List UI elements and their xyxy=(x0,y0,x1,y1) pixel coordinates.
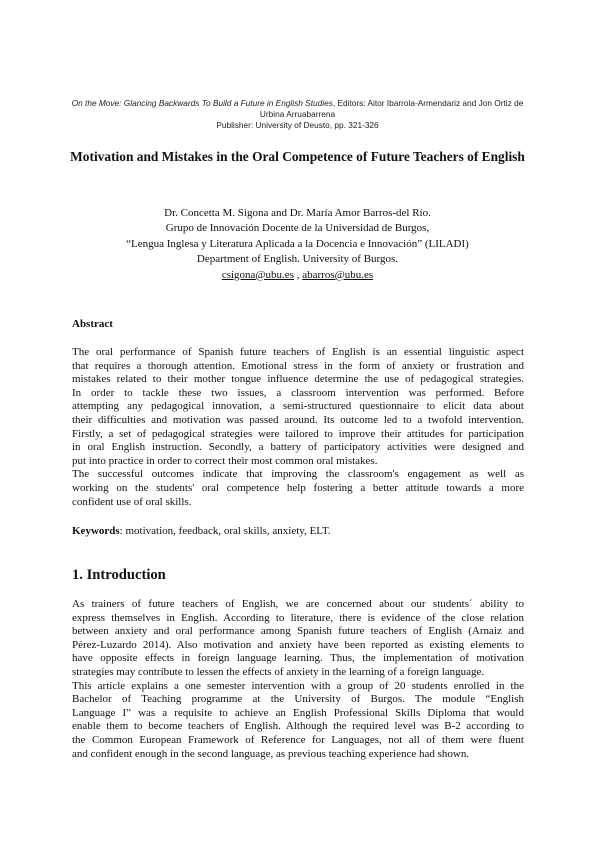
paper-title: Motivation and Mistakes in the Oral Competence of Future Teachers of English xyxy=(70,149,525,164)
email-link-barros[interactable]: abarros@ubu.es xyxy=(302,268,374,281)
intro-line: strategies may contribute to lessen the effects of anxiety in the learning of a foreign language. xyxy=(72,665,485,678)
intro-line: express themselves in English. According to literature, there is evidence of the close relation xyxy=(72,611,524,624)
section-heading-introduction: 1. Introduction xyxy=(72,567,166,583)
intro-line: This article explains a one semester intervention with a group of 20 students enrolled in the xyxy=(72,679,524,692)
intro-line: enable them to become teachers of English. Although the required level was B-2 according to xyxy=(72,720,524,733)
keywords-text: : motivation, feedback, oral skills, anxiety, ELT. xyxy=(119,525,331,537)
intro-line: between anxiety and oral performance among Spanish future teachers of English (Arnaiz and xyxy=(72,625,524,638)
abstract-line: Firstly, a set of pedagogical strategies were tailored to improve their attitudes for participation xyxy=(72,427,524,440)
book-title: On the Move: Glancing Backwards To Build a Future in English Studies xyxy=(71,98,333,108)
abstract-line: working on the students' oral competence help fostering a better attitude towards a more xyxy=(72,481,524,494)
email-line xyxy=(60,268,535,283)
abstract-line: their difficulties and motivation was passed around. Its outcome led to a twofold intervention. xyxy=(72,413,524,426)
abstract-line: put into practice in order to correct their most common oral mistakes. xyxy=(72,454,378,467)
abstract-line: The successful outcomes indicate that improving the classroom's engagement as well as xyxy=(72,468,524,481)
abstract-line: attempting any pedagogical innovation, a semi-structured questionnaire to elicit data about xyxy=(72,400,524,413)
publisher: Publisher: University of Deusto, pp. 321-326 xyxy=(216,120,379,130)
email-link-sigona[interactable]: csigona@ubu.es xyxy=(221,268,294,281)
intro-line: Bachelor of Teaching programme at the University of Burgos. The module “English xyxy=(72,693,524,706)
introduction-body xyxy=(72,598,524,761)
authors: Dr. Concetta M. Sigona and Dr. María Amor Barros-del Río. xyxy=(164,207,431,219)
abstract-line: that requires a thorough attention. Emotional stress in the form of anxiety or frustration and xyxy=(72,359,524,372)
publication-line xyxy=(60,98,535,120)
abstract-heading: Abstract xyxy=(72,318,113,330)
abstract-line: In order to tackle these two issues, a classroom intervention was performed. Before xyxy=(72,386,524,399)
abstract-body xyxy=(72,346,524,509)
keywords-label: Keywords xyxy=(72,525,120,537)
author-block xyxy=(60,206,535,283)
intro-line: Language I” was a requisite to achieve an English Professional Skills Diploma that would xyxy=(72,706,524,719)
abstract-line: confident use of oral skills. xyxy=(72,495,192,508)
affiliation-research-group: “Lengua Inglesa y Literatura Aplicada a la Docencia e Innovación” (LILADI) xyxy=(126,237,469,250)
affiliation-department: Department of English. University of Burgos. xyxy=(196,253,399,266)
abstract-line: The oral performance of Spanish future teachers of English is an essential linguistic aspect xyxy=(72,346,524,358)
intro-line: and confident enough in the second language, as previous teaching experience had shown. xyxy=(72,747,470,760)
publication-header xyxy=(60,98,535,131)
intro-line: As trainers of future teachers of English, we are concerned about our students´ ability to xyxy=(72,598,524,610)
keywords-line xyxy=(72,525,524,539)
email-separator: , xyxy=(293,268,303,281)
intro-line: have opposite effects in foreign language learning. Thus, the implementation of motivation xyxy=(72,652,524,665)
intro-line: Pérez-Luzardo 2014). Also motivation and anxiety have been reported as existing elements to xyxy=(72,638,524,651)
editors: , Editors: Aitor Ibarrola-Armendariz and Jon Ortiz de Urbina Arruabarrena xyxy=(259,98,524,119)
abstract-line: mistakes related to their mother tongue influence determine the use of pedagogical strategies. xyxy=(72,373,524,386)
intro-line: the Common European Framework of Reference for Languages, not all of them were fluent xyxy=(72,733,524,746)
affiliation-group: Grupo de Innovación Docente de la Universidad de Burgos, xyxy=(165,222,430,235)
abstract-line: in oral English instruction. Secondly, a battery of participatory activities were designed and xyxy=(72,441,524,454)
